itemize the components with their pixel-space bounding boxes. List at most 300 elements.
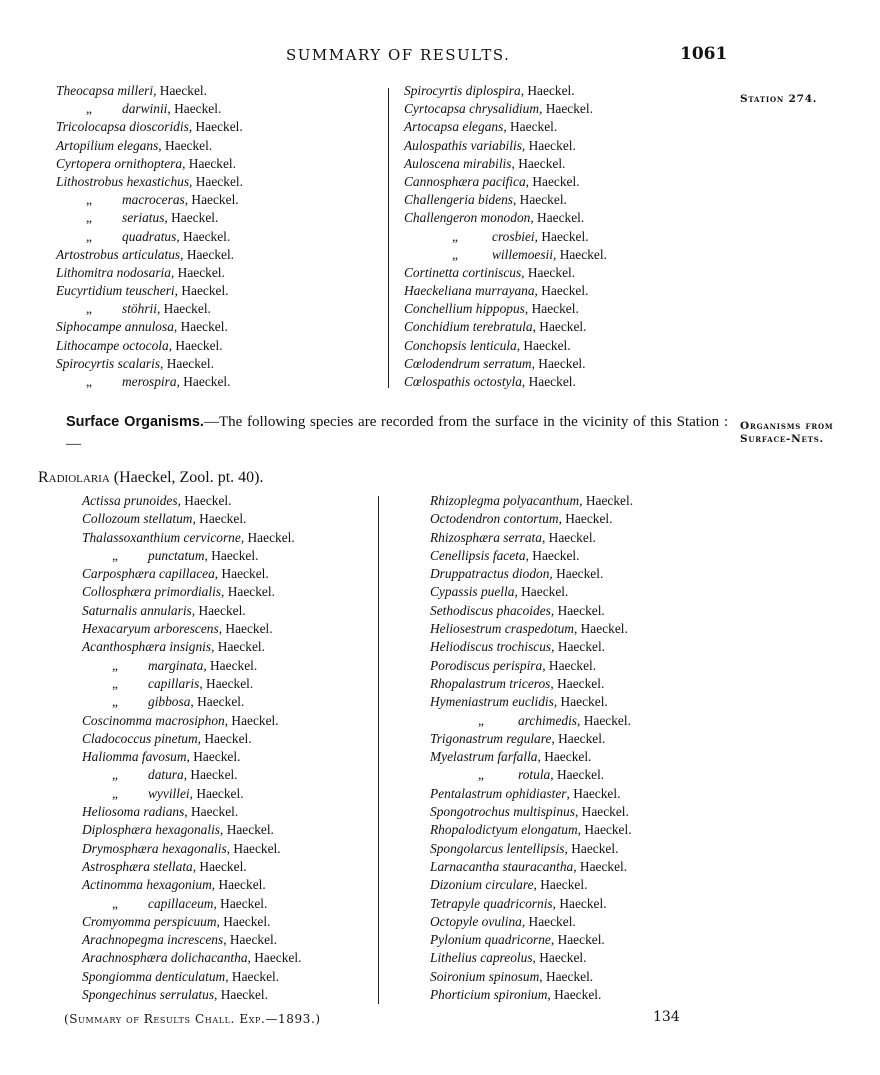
species-author: , Haeckel. [532, 319, 587, 335]
species-author: , Haeckel. [240, 529, 295, 545]
species-author: , Haeckel. [213, 895, 268, 911]
species-name: Myelastrum farfalla [430, 749, 538, 765]
species-entry [430, 675, 633, 693]
species-author: , Haeckel. [542, 657, 597, 673]
ditto-mark: „ [112, 895, 118, 911]
column-rule-bottom [378, 496, 379, 1004]
species-name: Collozoum stellatum [82, 511, 193, 527]
species-author: , Haeckel. [512, 192, 567, 208]
ditto-mark: „ [86, 192, 92, 208]
ditto-mark: „ [86, 374, 92, 389]
species-name: Conchopsis lenticula [404, 337, 517, 353]
species-entry [82, 730, 301, 748]
species-author: , Haeckel. [573, 858, 628, 874]
species-author: , Haeckel. [520, 83, 575, 98]
ditto-mark: „ [86, 210, 92, 226]
species-name: Challengeron monodon [404, 210, 531, 226]
species-author: , Haeckel. [188, 119, 243, 135]
species-name: Octodendron contortum [430, 511, 559, 527]
species-entry [56, 318, 243, 336]
species-name: Octopyle ovulina [430, 913, 522, 929]
ditto-mark: „ [112, 767, 118, 783]
species-name: Spirocyrtis scalaris [56, 355, 161, 371]
species-author: , Haeckel. [532, 950, 587, 966]
species-entry [82, 602, 301, 620]
species-entry [404, 318, 607, 336]
species-author: , Haeckel. [521, 264, 576, 280]
species-author: , Haeckel. [192, 511, 247, 527]
species-author: , Haeckel. [184, 192, 239, 208]
species-name: Rhizosphæra serrata [430, 529, 542, 545]
species-author: , Haeckel. [180, 246, 235, 262]
footer-citation: (Summary of Results Chall. Exp.—1893.) [64, 1012, 321, 1026]
species-author: , Haeckel. [553, 246, 607, 262]
species-name: Actissa prunoides [82, 493, 178, 508]
species-author: , Haeckel. [197, 730, 252, 746]
species-name: Rhopalastrum triceros [430, 675, 551, 691]
species-name: Tetrapyle quadricornis [430, 895, 553, 911]
species-author: , Haeckel. [550, 675, 605, 691]
species-name: marginata [148, 657, 204, 673]
species-entry [82, 547, 301, 565]
species-author: , Haeckel. [550, 767, 605, 783]
species-entry [82, 638, 301, 656]
species-name: Artopilium elegans [56, 137, 159, 153]
species-entry [404, 82, 607, 100]
species-name: Dizonium circulare [430, 877, 534, 893]
species-name: Trigonastrum regulare [430, 730, 552, 746]
species-author: , Haeckel. [164, 210, 219, 226]
species-author: , Haeckel. [224, 712, 279, 728]
section-heading-ref: (Haeckel, Zool. pt. 40). [109, 469, 264, 486]
species-entry [82, 766, 301, 784]
species-entry [82, 583, 301, 601]
species-entry [404, 137, 607, 155]
paragraph-lead: Surface Organisms. [66, 414, 204, 430]
species-entry [430, 821, 633, 839]
species-author: , Haeckel. [170, 264, 225, 280]
species-name: Cortinetta cortiniscus [404, 264, 522, 280]
species-name: macroceras [122, 192, 185, 208]
species-name: Hexacaryum arborescens [82, 621, 219, 637]
species-author: , Haeckel. [550, 932, 605, 948]
ditto-mark: „ [478, 767, 484, 783]
species-name: Cœlospathis octostyla [404, 374, 522, 389]
species-author: , Haeckel. [174, 283, 229, 299]
species-entry [56, 191, 243, 209]
species-entry [430, 712, 633, 730]
species-name: Theocapsa milleri [56, 83, 154, 98]
species-author: , Haeckel. [203, 657, 258, 673]
surface-organisms-paragraph [66, 411, 728, 455]
species-name: Artostrobus articulatus [56, 246, 181, 262]
species-name: archimedis [518, 712, 578, 728]
species-author: , Haeckel. [247, 950, 302, 966]
margin-note-line: Surface-Nets. [740, 433, 825, 445]
species-entry [56, 300, 243, 318]
ditto-mark: „ [478, 712, 484, 728]
species-entry [82, 675, 301, 693]
species-name: Rhopalodictyum elongatum [430, 822, 578, 838]
ditto-mark: „ [112, 675, 118, 691]
species-author: , Haeckel. [223, 932, 278, 948]
species-entry [82, 785, 301, 803]
ditto-mark: „ [86, 301, 92, 317]
species-entry [404, 264, 607, 282]
species-name: Actinomma hexagonium [82, 877, 212, 893]
species-author: , Haeckel. [530, 210, 585, 226]
species-entry [404, 300, 607, 318]
species-entry [430, 730, 633, 748]
species-entry [56, 100, 243, 118]
species-author: , Haeckel. [218, 621, 273, 637]
species-name: Sethodiscus phacoides [430, 602, 551, 618]
species-entry [430, 583, 633, 601]
species-entry [56, 137, 243, 155]
species-name: seriatus [122, 210, 165, 226]
species-entry [82, 931, 301, 949]
species-entry [430, 785, 633, 803]
species-author: , Haeckel. [186, 749, 241, 765]
species-name: rotula [518, 767, 551, 783]
species-author: , Haeckel. [551, 639, 606, 655]
species-entry [404, 155, 607, 173]
species-author: , Haeckel. [534, 283, 589, 299]
species-author: , Haeckel. [211, 877, 266, 893]
species-name: Haliomma favosum [82, 749, 187, 765]
species-name: Spongotrochus multispinus [430, 804, 575, 820]
species-entry [56, 282, 243, 300]
species-author: , Haeckel. [189, 173, 243, 189]
ditto-mark: „ [112, 694, 118, 710]
species-name: stöhrii [122, 301, 157, 317]
species-entry [430, 986, 633, 1004]
species-name: Conchellium hippopus [404, 301, 525, 317]
species-name: Carposphæra capillacea [82, 566, 215, 582]
species-author: , Haeckel. [226, 840, 281, 856]
margin-note-line: Organisms from [740, 420, 834, 432]
species-entry [82, 913, 301, 931]
paragraph-text: —The following species are recorded from the surface in the vicinity of this Station :— [66, 414, 729, 452]
section-heading [38, 469, 264, 487]
species-author: , Haeckel. [514, 584, 569, 600]
species-name: Pylonium quadricorne [430, 932, 551, 948]
species-name: Cyrtopera ornithoptera [56, 155, 183, 171]
species-author: , Haeckel. [579, 493, 634, 508]
species-author: , Haeckel. [190, 694, 245, 710]
species-entry [404, 373, 607, 391]
species-name: capillaris [148, 675, 200, 691]
species-name: Arachnosphæra dolichacantha [82, 950, 248, 966]
species-author: , Haeckel. [216, 913, 271, 929]
species-entry [82, 821, 301, 839]
species-author: , Haeckel. [564, 840, 619, 856]
species-name: Siphocampe annulosa [56, 319, 174, 335]
species-list-bottom-right [430, 492, 633, 1004]
species-author: , Haeckel. [539, 968, 594, 984]
species-entry [82, 565, 301, 583]
species-author: , Haeckel. [211, 639, 265, 655]
species-name: Diplosphæra hexagonalis [82, 822, 220, 838]
species-author: , Haeckel. [173, 319, 228, 335]
species-entry [404, 209, 607, 227]
species-entry [404, 246, 607, 264]
species-entry [82, 712, 301, 730]
margin-note-organisms [740, 420, 833, 446]
species-entry [430, 949, 633, 967]
margin-note-station: Station 274. [740, 93, 818, 105]
species-name: Saturnalis annularis [82, 602, 192, 618]
species-author: , Haeckel. [539, 101, 593, 117]
species-author: , Haeckel. [204, 547, 259, 563]
species-author: , Haeckel. [199, 675, 254, 691]
species-entry [430, 968, 633, 986]
species-entry [430, 931, 633, 949]
species-entry [430, 620, 633, 638]
species-author: , Haeckel. [511, 155, 566, 171]
species-author: , Haeckel. [577, 822, 632, 838]
species-author: , Haeckel. [182, 155, 236, 171]
ditto-mark: „ [86, 101, 92, 117]
species-entry [82, 876, 301, 894]
species-author: , Haeckel. [516, 337, 571, 353]
species-entry [56, 373, 243, 391]
species-author: , Haeckel. [183, 767, 238, 783]
species-author: , Haeckel. [549, 566, 604, 582]
species-name: Astrosphæra stellata [82, 858, 193, 874]
species-author: , Haeckel. [552, 895, 607, 911]
species-author: , Haeckel. [551, 730, 606, 746]
species-name: merospira [122, 374, 177, 389]
species-author: , Haeckel. [521, 137, 576, 153]
species-entry [404, 282, 607, 300]
species-entry [404, 337, 607, 355]
running-header-title: SUMMARY OF RESULTS. [286, 46, 511, 64]
species-entry [430, 803, 633, 821]
species-author: , Haeckel. [537, 749, 592, 765]
species-name: crosbiei [492, 228, 535, 244]
species-name: Cœlodendrum serratum [404, 355, 532, 371]
species-entry [430, 876, 633, 894]
ditto-mark: „ [86, 228, 92, 244]
species-author: , Haeckel. [566, 785, 621, 801]
species-name: Heliosestrum craspedotum [430, 621, 574, 637]
species-author: , Haeckel. [531, 355, 586, 371]
species-name: Hymeniastrum euclidis [430, 694, 554, 710]
species-entry [430, 840, 633, 858]
species-name: Thalassoxanthium cervicorne [82, 529, 241, 545]
species-author: , Haeckel. [521, 913, 576, 929]
species-author: , Haeckel. [225, 968, 280, 984]
species-author: , Haeckel. [158, 137, 213, 153]
species-author: , Haeckel. [533, 877, 588, 893]
species-name: punctatum [148, 547, 205, 563]
species-name: Lithocampe octocola [56, 337, 169, 353]
species-entry [430, 657, 633, 675]
species-entry [430, 693, 633, 711]
species-entry [82, 986, 301, 1004]
column-rule-top [388, 88, 389, 388]
species-entry [56, 337, 243, 355]
species-author: , Haeckel. [541, 529, 596, 545]
species-name: gibbosa [148, 694, 191, 710]
species-name: Artocapsa elegans [404, 119, 504, 135]
species-entry [56, 82, 243, 100]
species-entry [56, 246, 243, 264]
species-author: , Haeckel. [176, 228, 231, 244]
ditto-mark: „ [452, 228, 458, 244]
species-entry [404, 118, 607, 136]
species-author: , Haeckel. [534, 228, 589, 244]
species-entry [430, 492, 633, 510]
species-author: , Haeckel. [177, 493, 232, 508]
species-author: , Haeckel. [220, 822, 274, 838]
species-author: , Haeckel. [573, 621, 628, 637]
ditto-mark: „ [112, 785, 118, 801]
species-entry [404, 191, 607, 209]
species-name: Aulospathis variabilis [404, 137, 522, 153]
species-name: Tricolocapsa dioscoridis [56, 119, 189, 135]
ditto-mark: „ [452, 246, 458, 262]
species-name: datura [148, 767, 184, 783]
species-author: , Haeckel. [503, 119, 558, 135]
species-author: , Haeckel. [192, 858, 247, 874]
species-name: Spongiomma denticulatum [82, 968, 226, 984]
species-name: Conchidium terebratula [404, 319, 533, 335]
species-name: Cyrtocapsa chrysalidium [404, 101, 540, 117]
species-author: , Haeckel. [524, 301, 579, 317]
species-name: Cannosphæra pacifica [404, 173, 526, 189]
species-author: , Haeckel. [547, 987, 602, 1003]
species-entry [430, 913, 633, 931]
species-entry [82, 840, 301, 858]
ditto-mark: „ [112, 657, 118, 673]
species-name: Haeckeliana murrayana [404, 283, 535, 299]
ditto-mark: „ [112, 547, 118, 563]
species-entry [56, 155, 243, 173]
species-entry [56, 228, 243, 246]
species-entry [82, 895, 301, 913]
species-author: , Haeckel. [160, 355, 214, 371]
species-author: , Haeckel. [167, 101, 222, 117]
page-number: 1061 [680, 44, 728, 64]
species-name: Phorticium spironium [430, 987, 548, 1003]
species-author: , Haeckel. [153, 83, 207, 98]
species-name: Larnacantha stauracantha [430, 858, 574, 874]
species-entry [430, 858, 633, 876]
section-heading-title: Radiolaria [38, 469, 110, 486]
species-entry [56, 209, 243, 227]
species-name: Coscinomma macrosiphon [82, 712, 225, 728]
species-name: Rhizoplegma polyacanthum [430, 493, 580, 508]
species-entry [82, 492, 301, 510]
species-name: Spongolarcus lentellipsis [430, 840, 565, 856]
species-author: , Haeckel. [221, 584, 275, 600]
species-entry [430, 895, 633, 913]
species-list-top-right [404, 82, 607, 391]
species-name: Druppatractus diodon [430, 566, 550, 582]
species-name: Collosphæra primordialis [82, 584, 222, 600]
species-entry [430, 565, 633, 583]
species-entry [430, 529, 633, 547]
species-name: Cypassis puella [430, 584, 515, 600]
species-author: , Haeckel. [214, 566, 269, 582]
species-name: darwinii [122, 101, 168, 117]
species-entry [82, 748, 301, 766]
species-name: willemoesii [492, 246, 553, 262]
species-name: Lithelius capreolus [430, 950, 533, 966]
species-name: Spirocyrtis diplospira [404, 83, 521, 98]
species-entry [430, 766, 633, 784]
species-name: Eucyrtidium teuscheri [56, 283, 175, 299]
species-entry [404, 100, 607, 118]
species-entry [56, 118, 243, 136]
species-name: Acanthosphæra insignis [82, 639, 212, 655]
species-author: , Haeckel. [168, 337, 223, 353]
species-name: Arachnopegma increscens [82, 932, 224, 948]
species-author: , Haeckel. [553, 694, 608, 710]
species-entry [430, 638, 633, 656]
species-author: , Haeckel. [577, 712, 631, 728]
species-entry [82, 510, 301, 528]
species-author: , Haeckel. [184, 804, 239, 820]
species-entry [82, 968, 301, 986]
species-author: , Haeckel. [550, 602, 605, 618]
species-entry [430, 602, 633, 620]
species-name: wyvillei [148, 785, 190, 801]
species-entry [430, 510, 633, 528]
species-name: Cladococcus pinetum [82, 730, 198, 746]
species-entry [82, 858, 301, 876]
species-entry [82, 657, 301, 675]
species-entry [430, 547, 633, 565]
species-name: quadratus [122, 228, 177, 244]
species-author: , Haeckel. [558, 511, 613, 527]
species-list-top-left [56, 82, 243, 391]
species-author: , Haeckel. [574, 804, 629, 820]
species-entry [82, 803, 301, 821]
species-author: , Haeckel. [156, 301, 211, 317]
species-name: Spongechinus serrulatus [82, 987, 215, 1003]
species-entry [82, 949, 301, 967]
species-name: capillaceum [148, 895, 214, 911]
species-name: Lithomitra nodosaria [56, 264, 171, 280]
species-entry [404, 173, 607, 191]
species-entry [82, 620, 301, 638]
species-entry [82, 529, 301, 547]
species-name: Auloscena mirabilis [404, 155, 512, 171]
species-entry [430, 748, 633, 766]
species-name: Heliosoma radians [82, 804, 185, 820]
species-author: , Haeckel. [189, 785, 244, 801]
species-list-bottom-left [82, 492, 301, 1004]
species-entry [56, 173, 243, 191]
species-name: Heliodiscus trochiscus [430, 639, 552, 655]
species-author: , Haeckel. [214, 987, 268, 1003]
species-entry [56, 264, 243, 282]
species-entry [82, 693, 301, 711]
species-entry [404, 228, 607, 246]
species-name: Porodiscus perispira [430, 657, 543, 673]
species-author: , Haeckel. [176, 374, 231, 389]
species-name: Challengeria bidens [404, 192, 513, 208]
species-name: Soironium spinosum [430, 968, 540, 984]
species-entry [404, 355, 607, 373]
species-name: Cenellipsis faceta [430, 547, 526, 563]
species-author: , Haeckel. [191, 602, 246, 618]
species-name: Cromyomma perspicuum [82, 913, 217, 929]
species-author: , Haeckel. [525, 547, 580, 563]
